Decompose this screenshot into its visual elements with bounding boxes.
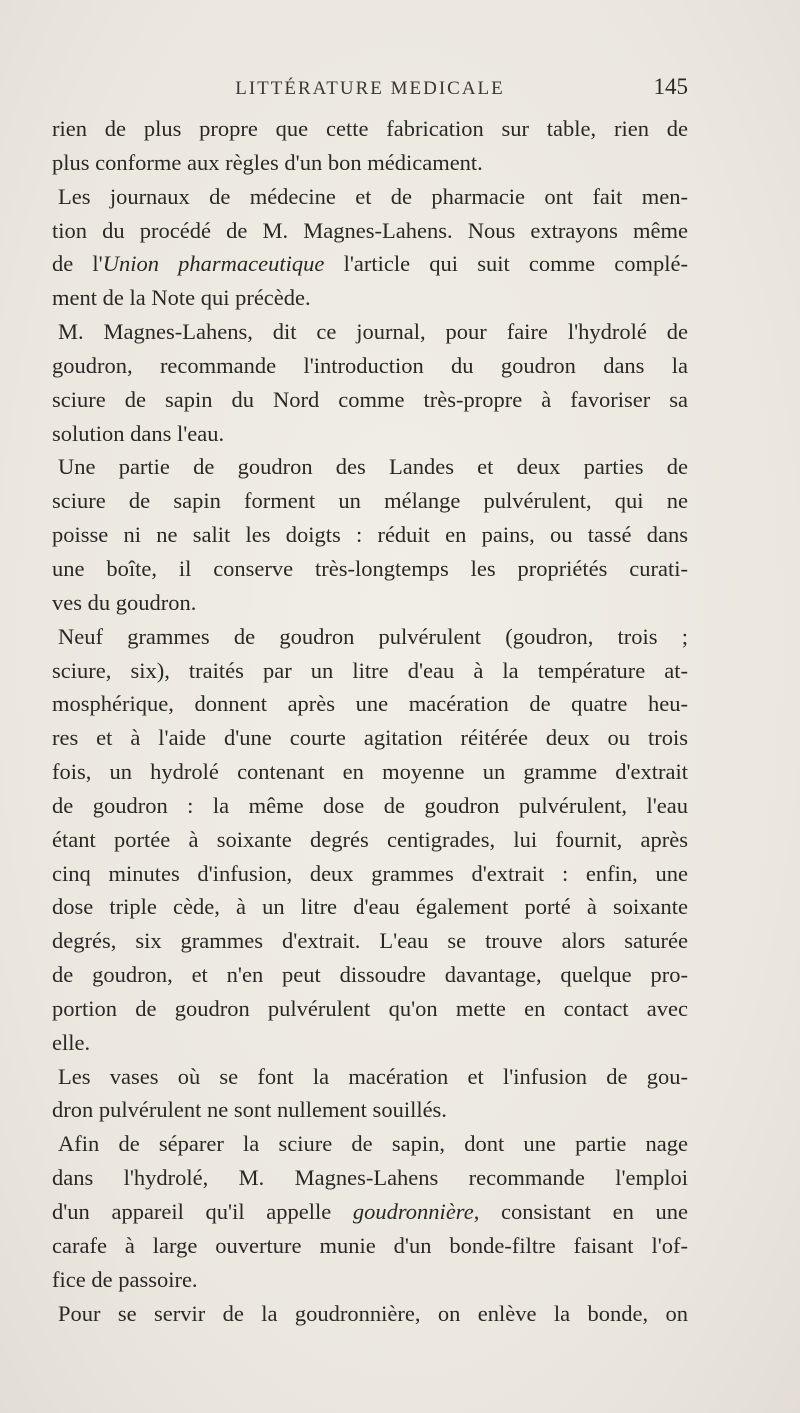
text-segment: Neuf grammes de goudron pulvérulent (goudron, trois ; xyxy=(58,623,688,649)
text-line xyxy=(52,857,688,891)
text-line xyxy=(52,247,688,281)
text-line xyxy=(52,484,688,518)
text-segment: , consistant en une xyxy=(473,1199,688,1224)
text-line xyxy=(52,1127,688,1161)
text-segment: goudron, recommande l'introduction du goudron dans la xyxy=(52,352,688,378)
text-segment: ment de la Note qui précède. xyxy=(52,285,311,311)
text-line xyxy=(52,924,688,958)
text-segment: ves du goudron. xyxy=(52,589,197,615)
text-segment: tion du procédé de M. Magnes-Lahens. Nous extrayons même xyxy=(52,217,688,243)
text-segment: elle. xyxy=(52,1029,91,1055)
text-segment: de l' xyxy=(52,251,103,277)
text-line xyxy=(52,349,688,383)
text-line xyxy=(52,992,688,1026)
page-number: 145 xyxy=(653,74,688,99)
text-segment: sciure de sapin forment un mélange pulvérulent, qui ne xyxy=(52,488,688,514)
text-line xyxy=(52,315,688,349)
text-line xyxy=(52,789,688,823)
text-line xyxy=(52,823,688,857)
text-line xyxy=(52,1060,688,1094)
text-line xyxy=(52,890,688,924)
text-line xyxy=(52,146,688,180)
text-line xyxy=(52,654,688,688)
text-line xyxy=(52,620,688,654)
text-segment: de goudron, et n'en peut dissoudre davantage, quelque pro- xyxy=(52,962,688,988)
text-segment: Afin de séparer la sciure de sapin, dont une partie nage xyxy=(58,1131,688,1157)
text-line xyxy=(52,1263,688,1297)
text-line xyxy=(52,552,688,586)
text-segment: Les vases où se font la macération et l'infusion de gou- xyxy=(58,1063,688,1089)
text-line xyxy=(52,1229,688,1263)
text-line xyxy=(52,958,688,992)
text-line xyxy=(52,450,688,484)
text-line xyxy=(52,1297,688,1331)
italic-text: Union pharmaceutique xyxy=(102,251,325,277)
text-segment: plus conforme aux règles d'un bon médicament. xyxy=(52,149,483,175)
text-segment: res et à l'aide d'une courte agitation réitérée deux ou trois xyxy=(52,725,688,751)
text-segment: degrés, six grammes d'extrait. L'eau se trouve alors saturée xyxy=(52,928,688,954)
text-segment: portion de goudron pulvérulent qu'on mette en contact avec xyxy=(52,995,688,1021)
text-segment: une boîte, il conserve très-longtemps les propriétés curati- xyxy=(52,555,688,581)
text-line xyxy=(52,281,688,315)
text-segment: dans l'hydrolé, M. Magnes-Lahens recommande l'emploi xyxy=(52,1165,688,1191)
text-line xyxy=(52,417,688,451)
text-segment: Une partie de goudron des Landes et deux parties de xyxy=(58,454,688,480)
text-segment: carafe à large ouverture munie d'un bonde-filtre faisant l'of- xyxy=(52,1232,688,1258)
text-segment: étant portée à soixante degrés centigrades, lui fournit, après xyxy=(52,826,688,852)
text-segment: sciure de sapin du Nord comme très-propre à favoriser sa xyxy=(52,386,688,412)
text-line xyxy=(52,383,688,417)
text-segment: d'un appareil qu'il appelle xyxy=(52,1199,353,1224)
text-line xyxy=(52,721,688,755)
italic-text: goudronnière xyxy=(352,1199,474,1224)
text-line xyxy=(52,214,688,248)
text-segment: solution dans l'eau. xyxy=(52,420,225,446)
text-segment: poisse ni ne salit les doigts : réduit en pains, ou tassé dans xyxy=(52,522,688,548)
running-head: LITTÉRATURE MEDICALE xyxy=(235,78,505,99)
text-segment: l'article qui suit comme complé- xyxy=(324,251,688,277)
text-line xyxy=(52,180,688,214)
text-line xyxy=(52,586,688,620)
text-segment: rien de plus propre que cette fabrication sur table, rien de xyxy=(52,116,688,141)
text-segment: mosphérique, donnent après une macération de quatre heu- xyxy=(52,691,688,717)
text-line xyxy=(52,1026,688,1060)
text-line xyxy=(52,687,688,721)
text-segment: M. Magnes-Lahens, dit ce journal, pour faire l'hydrolé de xyxy=(58,319,688,345)
text-line xyxy=(52,1093,688,1127)
text-segment: cinq minutes d'infusion, deux grammes d'extrait : enfin, une xyxy=(52,860,688,886)
text-segment: fois, un hydrolé contenant en moyenne un gramme d'extrait xyxy=(52,759,688,785)
text-segment: sciure, six), traités par un litre d'eau à la température at- xyxy=(52,657,688,683)
text-line xyxy=(52,1161,688,1195)
text-segment: Les journaux de médecine et de pharmacie ont fait men- xyxy=(58,183,688,209)
text-line xyxy=(52,755,688,789)
body-text xyxy=(52,112,688,1330)
text-line xyxy=(52,112,688,146)
page-header xyxy=(52,74,688,104)
text-segment: Pour se servir de la goudronnière, on enlève la bonde, on xyxy=(58,1300,688,1326)
text-line xyxy=(52,518,688,552)
text-segment: dose triple cède, à un litre d'eau également porté à soixante xyxy=(52,894,688,920)
text-segment: de goudron : la même dose de goudron pulvérulent, l'eau xyxy=(52,792,688,818)
text-segment: fice de passoire. xyxy=(52,1266,198,1292)
text-segment: dron pulvérulent ne sont nullement souillés. xyxy=(52,1097,447,1123)
text-line xyxy=(52,1195,688,1229)
